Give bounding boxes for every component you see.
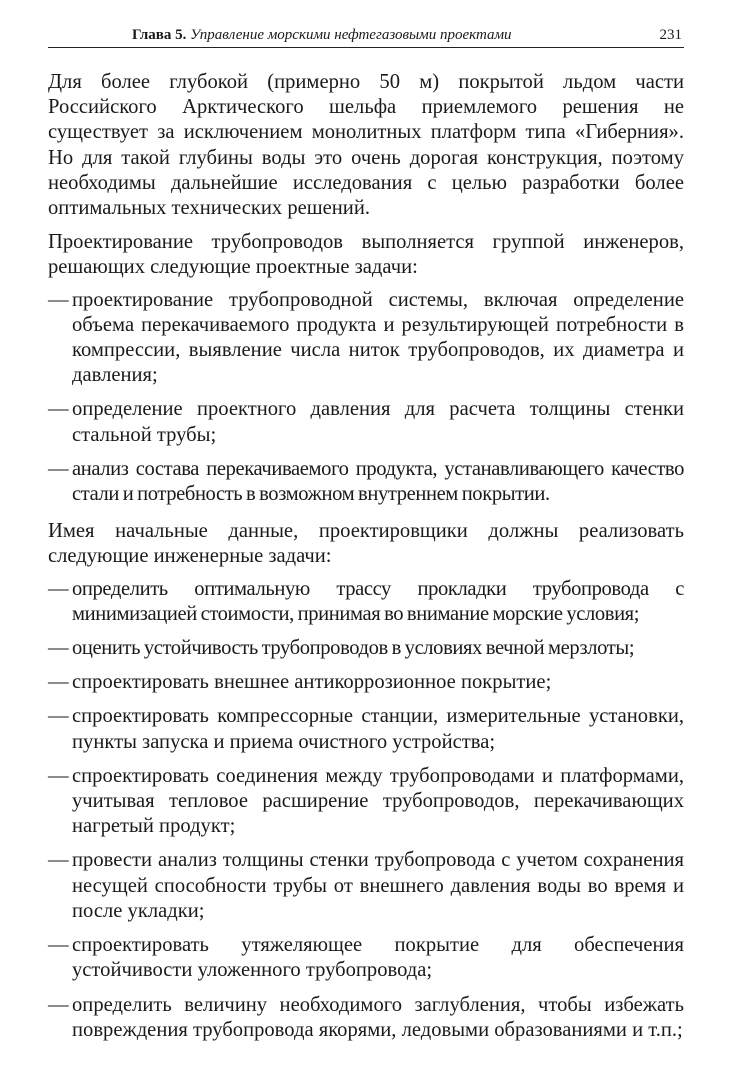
list-item	[48, 397, 684, 447]
list-dash: —	[48, 993, 69, 1016]
list-item	[48, 457, 684, 507]
paragraph-pipeline-design-intro: Проектирование трубопроводов выполняется группой инженеров, решающих следующие проектные задачи:	[48, 231, 684, 279]
list-dash: —	[48, 934, 69, 957]
list-item-text: спроектировать соединения между трубопроводами и платформами, учитывая тепловое расширение трубопроводов, перекачивающих нагретый продукт;	[72, 764, 684, 838]
paragraph-arctic-shelf: Для более глубокой (примерно 50 м) покрытой льдом части Российского Арктического шельфа приемлемого решения не существует за исключением монолитных платформ типа «Гиберния». Но для такой глубины воды это очень дорогая конструкция, поэтому необходимы дальнейшие исследования с целью разработки более оптимальных технических решений.	[48, 71, 684, 220]
paragraph-engineering-intro: Имея начальные данные, проектировщики должны реализовать следующие инженерные задачи:	[48, 520, 684, 568]
list-dash: —	[48, 637, 69, 660]
chapter-heading	[132, 27, 512, 44]
list-dash: —	[48, 705, 69, 728]
list-dash: —	[48, 577, 69, 600]
list-item-text: проектирование трубопроводной системы, включая определение объема перекачиваемого продукта и результирующей потребности в компрессии, выявление числа ниток трубопроводов, их диаметра и давления;	[72, 288, 684, 387]
list-item	[48, 670, 684, 695]
list-item	[48, 993, 684, 1043]
page-body	[48, 70, 684, 1055]
list-item-text: определить величину необходимого заглубления, чтобы избежать повреждения трубопровода якорями, ледовыми образованиями и т.п.;	[72, 993, 684, 1041]
list-item	[48, 933, 684, 983]
chapter-label: Глава 5.	[132, 27, 187, 43]
list-item-text: определение проектного давления для расчета толщины стенки стальной трубы;	[72, 398, 684, 446]
engineering-tasks-list	[48, 577, 684, 1043]
list-item	[48, 764, 684, 840]
design-tasks-list	[48, 288, 684, 508]
list-item-text: оценить устойчивость трубопроводов в условиях вечной мерзлоты;	[72, 637, 635, 660]
chapter-title: Управление морскими нефтегазовыми проектами	[190, 27, 512, 43]
list-dash: —	[48, 457, 69, 480]
list-item-text: определить оптимальную трассу прокладки трубопровода с минимизацией стоимости, принимая во внимание морские условия;	[72, 577, 684, 625]
list-dash: —	[48, 288, 69, 311]
list-item	[48, 848, 684, 924]
list-dash: —	[48, 764, 69, 787]
list-item	[48, 704, 684, 754]
list-item-text: анализ состава перекачиваемого продукта, устанавливающего качество стали и потребность в возможном внутреннем покрытии.	[72, 457, 684, 506]
page-number: 231	[659, 27, 682, 43]
list-dash: —	[48, 398, 69, 421]
running-header	[48, 25, 684, 48]
list-item	[48, 636, 684, 661]
list-item-text: спроектировать компрессорные станции, измерительные установки, пункты запуска и приема очистного устройства;	[72, 705, 684, 753]
list-item	[48, 577, 684, 627]
list-item-text: спроектировать утяжеляющее покрытие для обеспечения устойчивости уложенного трубопровода;	[72, 934, 684, 982]
list-item-text: спроектировать внешнее антикоррозионное покрытие;	[72, 671, 552, 694]
list-dash: —	[48, 849, 69, 872]
list-dash: —	[48, 671, 69, 694]
list-item	[48, 288, 684, 389]
list-item-text: провести анализ толщины стенки трубопровода с учетом сохранения несущей способности трубы от внешнего давления воды во время и после укладки;	[72, 849, 684, 922]
